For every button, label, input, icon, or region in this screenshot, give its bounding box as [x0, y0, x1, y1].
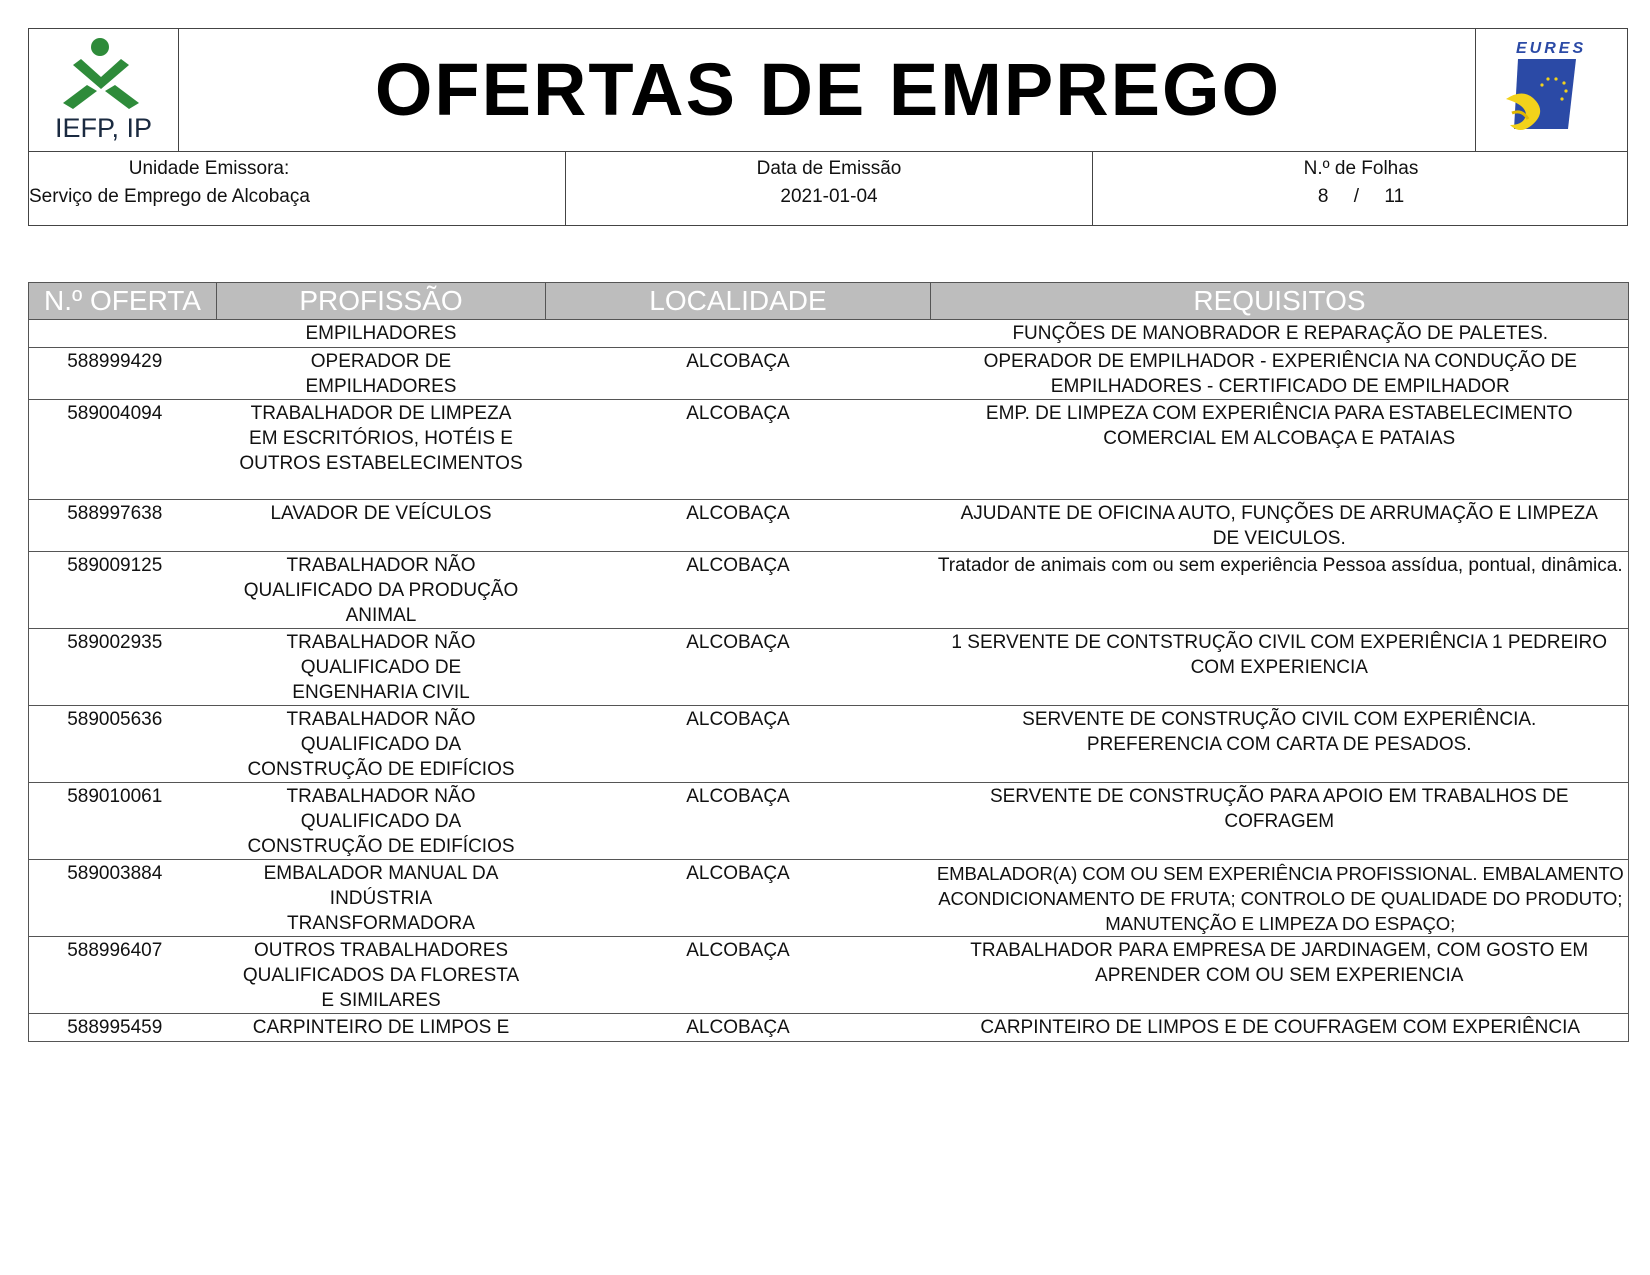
column-header-requirements: REQUISITOS — [931, 283, 1629, 320]
column-header-locality: LOCALIDADE — [546, 283, 931, 320]
offer-number — [29, 320, 217, 348]
offer-locality: ALCOBAÇA — [546, 783, 931, 860]
offer-profession: CARPINTEIRO DE LIMPOS E — [217, 1014, 546, 1042]
table-row — [29, 629, 1629, 706]
title-cell — [179, 29, 1477, 151]
offer-profession: TRABALHADOR NÃO QUALIFICADO DA CONSTRUÇÃO DE EDIFÍCIOS — [217, 706, 546, 783]
offer-number: 589003884 — [29, 860, 217, 937]
issuing-unit-cell — [29, 152, 566, 226]
issue-date-label: Data de Emissão — [756, 158, 902, 179]
offer-requirements: FUNÇÕES DE MANOBRADOR E REPARAÇÃO DE PALETES. — [931, 320, 1629, 348]
iefp-logo-icon — [29, 29, 177, 149]
table-row — [29, 937, 1629, 1014]
issuing-unit-label: Unidade Emissora: — [128, 158, 290, 179]
table-row — [29, 348, 1629, 400]
offer-requirements: CARPINTEIRO DE LIMPOS E DE COUFRAGEM COM EXPERIÊNCIA — [931, 1014, 1629, 1042]
offer-requirements: EMP. DE LIMPEZA COM EXPERIÊNCIA PARA ESTABELECIMENTO COMERCIAL EM ALCOBAÇA E PATAIAS — [931, 400, 1629, 500]
offer-requirements: SERVENTE DE CONSTRUÇÃO CIVIL COM EXPERIÊNCIA. PREFERENCIA COM CARTA DE PESADOS. — [931, 706, 1629, 783]
issue-date-cell — [566, 152, 1093, 226]
table-row — [29, 1014, 1629, 1042]
offer-requirements: 1 SERVENTE DE CONTSTRUÇÃO CIVIL COM EXPERIÊNCIA 1 PEDREIRO COM EXPERIENCIA — [931, 629, 1629, 706]
eures-logo — [1475, 29, 1627, 151]
table-row — [29, 783, 1629, 860]
offer-locality: ALCOBAÇA — [546, 706, 931, 783]
offer-requirements: EMBALADOR(A) COM OU SEM EXPERIÊNCIA PROFISSIONAL. EMBALAMENTO ACONDICIONAMENTO DE FRUTA; CONTROLO DE QUALIDADE DO PRODUTO; MANUTENÇÃO E LIMPEZA DO ESPAÇO; — [931, 860, 1629, 937]
offer-number: 589009125 — [29, 552, 217, 629]
offer-number: 589002935 — [29, 629, 217, 706]
table-row — [29, 500, 1629, 552]
table-row — [29, 320, 1629, 348]
offer-number: 589004094 — [29, 400, 217, 500]
offer-locality: ALCOBAÇA — [546, 400, 931, 500]
offer-number: 589005636 — [29, 706, 217, 783]
issue-date-value: 2021-01-04 — [780, 186, 878, 207]
job-offers-table — [28, 282, 1629, 1042]
sheet-separator: / — [1353, 186, 1360, 207]
offer-locality: ALCOBAÇA — [546, 629, 931, 706]
offer-requirements: Tratador de animais com ou sem experiência Pessoa assídua, pontual, dinâmica. — [931, 552, 1629, 629]
offer-profession: EMPILHADORES — [217, 320, 546, 348]
offer-profession: EMBALADOR MANUAL DA INDÚSTRIA TRANSFORMADORA — [217, 860, 546, 937]
meta-row — [29, 151, 1627, 225]
column-header-offer-number: N.º OFERTA — [29, 283, 217, 320]
offer-locality: ALCOBAÇA — [546, 1014, 931, 1042]
table-row — [29, 400, 1629, 500]
offer-profession: LAVADOR DE VEÍCULOS — [217, 500, 546, 552]
page-title: OFERTAS DE EMPREGO — [374, 48, 1282, 131]
offer-locality: ALCOBAÇA — [546, 500, 931, 552]
sheet-total: 11 — [1384, 186, 1405, 207]
offer-requirements: OPERADOR DE EMPILHADOR - EXPERIÊNCIA NA CONDUÇÃO DE EMPILHADORES - CERTIFICADO DE EMPILHADOR — [931, 348, 1629, 400]
document-header — [28, 28, 1628, 226]
offer-profession: OPERADOR DE EMPILHADORES — [217, 348, 546, 400]
offer-profession: TRABALHADOR NÃO QUALIFICADO DA CONSTRUÇÃO DE EDIFÍCIOS — [217, 783, 546, 860]
offer-locality — [546, 320, 931, 348]
sheet-count-value — [1093, 186, 1629, 208]
offer-requirements: TRABALHADOR PARA EMPRESA DE JARDINAGEM, COM GOSTO EM APRENDER COM OU SEM EXPERIENCIA — [931, 937, 1629, 1014]
iefp-logo — [29, 29, 179, 151]
offer-locality: ALCOBAÇA — [546, 937, 931, 1014]
offer-requirements: AJUDANTE DE OFICINA AUTO, FUNÇÕES DE ARRUMAÇÃO E LIMPEZA DE VEICULOS. — [931, 500, 1629, 552]
offer-locality: ALCOBAÇA — [546, 552, 931, 629]
eures-logo-text: EURES — [1516, 40, 1587, 57]
offer-number: 588995459 — [29, 1014, 217, 1042]
table-row — [29, 860, 1629, 937]
offer-profession: TRABALHADOR NÃO QUALIFICADO DA PRODUÇÃO ANIMAL — [217, 552, 546, 629]
offer-number: 589010061 — [29, 783, 217, 860]
offer-locality: ALCOBAÇA — [546, 860, 931, 937]
sheet-current: 8 — [1317, 186, 1329, 207]
offer-number: 588999429 — [29, 348, 217, 400]
column-header-profession: PROFISSÃO — [217, 283, 546, 320]
table-row — [29, 706, 1629, 783]
eures-logo-icon — [1476, 29, 1626, 149]
sheet-count-label: N.º de Folhas — [1303, 158, 1419, 179]
sheet-count-cell — [1093, 152, 1629, 226]
offer-number: 588997638 — [29, 500, 217, 552]
offer-profession: TRABALHADOR DE LIMPEZA EM ESCRITÓRIOS, HOTÉIS E OUTROS ESTABELECIMENTOS — [217, 400, 546, 500]
offer-number: 588996407 — [29, 937, 217, 1014]
table-row — [29, 552, 1629, 629]
issuing-unit-value: Serviço de Emprego de Alcobaça — [29, 186, 310, 207]
iefp-logo-text: IEFP, IP — [55, 113, 153, 143]
offer-profession: TRABALHADOR NÃO QUALIFICADO DE ENGENHARIA CIVIL — [217, 629, 546, 706]
offer-profession: OUTROS TRABALHADORES QUALIFICADOS DA FLORESTA E SIMILARES — [217, 937, 546, 1014]
table-header-row — [29, 283, 1629, 320]
offer-requirements: SERVENTE DE CONSTRUÇÃO PARA APOIO EM TRABALHOS DE COFRAGEM — [931, 783, 1629, 860]
offer-locality: ALCOBAÇA — [546, 348, 931, 400]
